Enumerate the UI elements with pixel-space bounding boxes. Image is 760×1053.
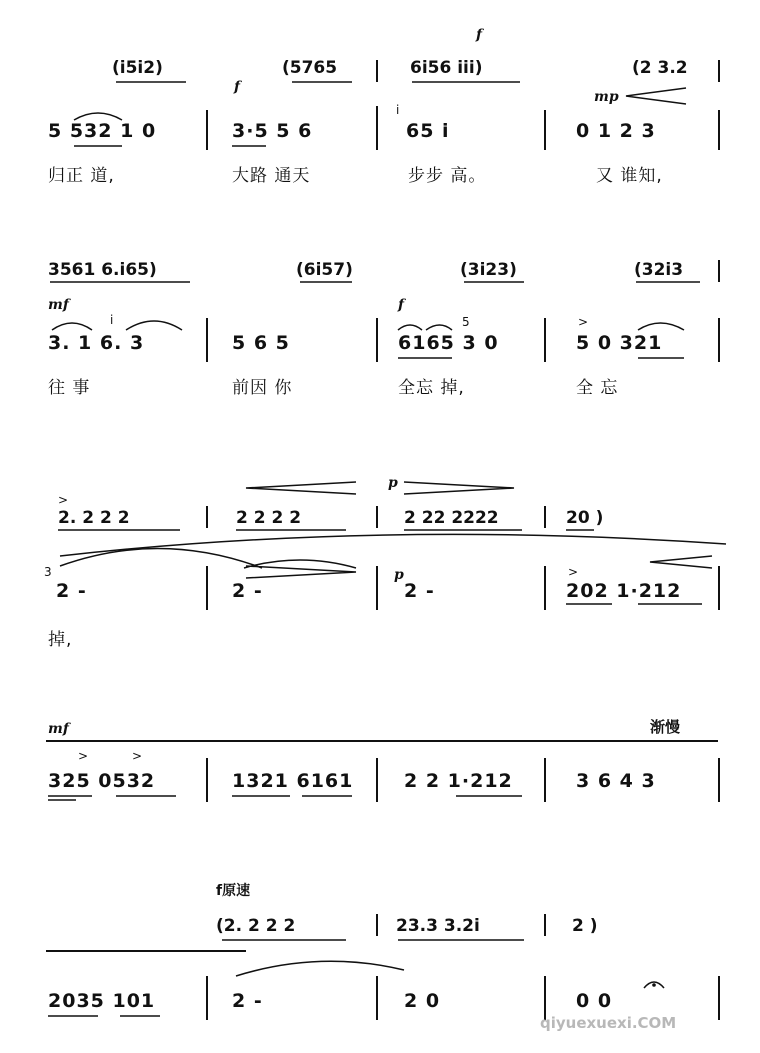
melody-measure: 3·5 5 6 [232, 120, 313, 142]
accent-mark: > [58, 493, 69, 507]
crescendo-hairpin [650, 556, 712, 568]
slur [126, 321, 182, 330]
lyrics-line: 全 忘 [576, 378, 619, 398]
accompaniment-measure: 2 2 2 2 [236, 508, 302, 528]
lyrics-line: 全忘 掉, [398, 378, 465, 398]
melody-measure: 325 0532 [48, 770, 156, 792]
accompaniment-measure: (32i3 [634, 260, 684, 280]
dynamic-mark: mf [48, 721, 69, 737]
accent-mark: > [568, 565, 579, 579]
lyrics-line: 往 事 [48, 378, 91, 398]
accompaniment-measure: (2 3.2 [632, 58, 688, 78]
lyrics-line: 步步 高。 [408, 166, 487, 186]
melody-measure: 5 532 1 0 [48, 120, 157, 142]
accompaniment-measure: (6i57) [296, 260, 353, 280]
accompaniment-measure: (i5i2) [112, 58, 163, 78]
dynamic-mark: mp [594, 89, 619, 105]
accent-mark: > [578, 315, 589, 329]
melody-measure: 0 0 [576, 990, 613, 1012]
accompaniment-measure: (5765 [282, 58, 338, 78]
melody-measure: 2 2 1·212 [404, 770, 513, 792]
accompaniment-measure: 2 22 2222 [404, 508, 499, 528]
slur [52, 323, 92, 330]
grace-note: 3 [44, 565, 52, 579]
tempo-marking: f原速 [216, 883, 251, 899]
melody-measure: 5 0 321 [576, 332, 663, 354]
melody-measure: 2 - [232, 990, 263, 1012]
tempo-marking: 渐慢 [650, 718, 681, 736]
tie [236, 961, 404, 976]
accompaniment-measure: 2 ) [572, 916, 598, 936]
melody-measure: 2035 101 [48, 990, 156, 1012]
lyrics-line: 大路 通天 [232, 166, 311, 186]
accent-mark: > [78, 749, 89, 763]
slur [60, 548, 262, 568]
slur [74, 113, 122, 120]
lyrics-line: 掉, [48, 630, 73, 650]
accompaniment-measure: 6i56 iii) [410, 58, 483, 78]
lyrics-line: 前因 你 [232, 378, 293, 398]
crescendo-hairpin [246, 482, 356, 494]
slur [638, 323, 684, 330]
melody-measure: 5 6 5 [232, 332, 290, 354]
crescendo-hairpin [626, 88, 686, 104]
lyrics-line: 归正 道, [48, 166, 115, 186]
melody-measure: 2 - [56, 580, 87, 602]
accompaniment-measure: 20 ) [566, 508, 604, 528]
grace-note: 5 [462, 315, 470, 329]
melody-measure: 2 - [404, 580, 435, 602]
accent-mark: > [132, 749, 143, 763]
accompaniment-measure: 23.3 3.2i [396, 916, 480, 936]
slur [398, 325, 422, 330]
fermata-dot [652, 983, 656, 987]
melody-measure: 3. 1 6. 3 [48, 332, 145, 354]
dynamic-mark: mf [48, 297, 69, 313]
slur [426, 325, 452, 330]
melody-measure: 3 6 4 3 [576, 770, 656, 792]
grace-note: i [110, 313, 114, 327]
dynamic-mark: f [234, 79, 241, 95]
accompaniment-measure: 3561 6.i65) [48, 260, 157, 280]
lyrics-line: 又 谁知, [596, 166, 663, 186]
dynamic-mark: p [394, 567, 404, 583]
decrescendo-hairpin [404, 482, 514, 494]
tie [60, 534, 726, 556]
grace-note: i [396, 103, 400, 117]
melody-measure: 202 1·212 [566, 580, 682, 602]
dynamic-mark: f [476, 27, 483, 43]
melody-measure: 65 i [406, 120, 450, 142]
crescendo-hairpin [246, 566, 356, 578]
melody-measure: 2 - [232, 580, 263, 602]
melody-measure: 1321 6161 [232, 770, 354, 792]
dynamic-mark: p [388, 475, 398, 491]
dynamic-mark: f [398, 297, 405, 313]
accompaniment-measure: 2. 2 2 2 [58, 508, 130, 528]
accompaniment-measure: (2. 2 2 2 [216, 916, 296, 936]
accompaniment-measure: (3i23) [460, 260, 517, 280]
melody-measure: 0 1 2 3 [576, 120, 656, 142]
watermark-text: qiyuexuexi.COM [540, 1014, 677, 1032]
melody-measure: 2 0 [404, 990, 441, 1012]
melody-measure: 6165 3 0 [398, 332, 499, 354]
